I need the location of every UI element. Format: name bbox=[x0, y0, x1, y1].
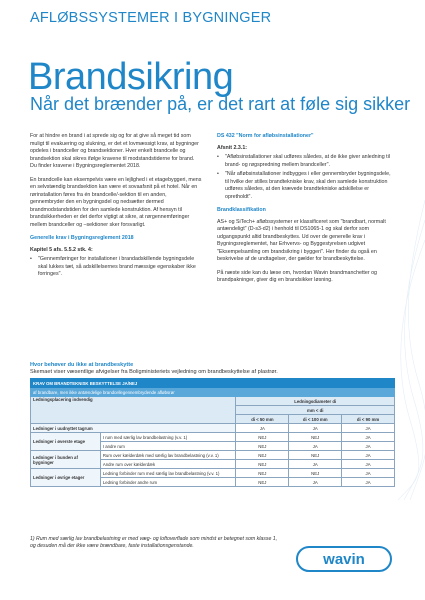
row-desc-cell: Ledning forbinder rum med særlig lav brandbelastning (v.v. 1) bbox=[100, 469, 236, 478]
row-desc-cell: Ledning forbinder andre rum bbox=[100, 478, 236, 487]
row-value-cell: JA bbox=[342, 469, 395, 478]
row-value-cell: NEJ bbox=[289, 469, 342, 478]
right-bullet-1-text: "Afløbsinstallationer skal udføres således, at de ikke giver anledning til brand- og røgspredning mellem brandceller". bbox=[225, 154, 390, 168]
row-desc-cell: Andre rum over kælderdæk bbox=[100, 460, 236, 469]
table-row bbox=[31, 424, 395, 433]
col-diam-sub-cell: mm < di bbox=[236, 406, 395, 415]
right-heading-2: Brandklassifikation bbox=[217, 207, 266, 213]
row-desc-cell: Rum over kælderdæk med særlig lav brandbelastning (v.v. 1) bbox=[100, 451, 236, 460]
bullet-icon: • bbox=[30, 256, 32, 262]
right-para-1: AS+ og SiTech+ afløbssystemer er klassificeret som "brandbart, normalt antændeligt" (D-s3-d2) i henhold til DS1065-1 og skal derfor som udgangspunkt altid brandbeskyttes. Ud over de generelle krav i Bygningsreglementet, har Erhvervs- og Byggestyrelsen udgivet "Eksempelsamling om brandsikring i byggeri". Her finder du også en beskrivelse af de undtagelser, der gælder for brandbeskyttelse. bbox=[217, 218, 386, 262]
row-group-cell: Ledninger i øverste etage bbox=[31, 433, 101, 451]
row-value-cell: JA bbox=[342, 433, 395, 442]
sub-col-3: di < 90 mm bbox=[342, 415, 395, 424]
band-title-cell: KRAV OM BRANDTEKNISK BESKYTTELSE JA/NEJ bbox=[31, 379, 395, 388]
row-value-cell: NEJ bbox=[236, 469, 289, 478]
sub-col-2: di < 100 mm bbox=[289, 415, 342, 424]
row-value-cell: JA bbox=[342, 451, 395, 460]
page-subtitle: Når det brænder på, er det rart at føle sig sikker bbox=[30, 94, 411, 114]
col-diam-cell: Ledningsdiameter di bbox=[236, 397, 395, 406]
table-intro: Skemaet viser væsentlige afvigelser fra Boligministeriets vejledning om brandbeskyttelse af plastrør. bbox=[30, 369, 278, 375]
row-value-cell: JA bbox=[289, 424, 342, 433]
right-para-2: På næste side kan du læse om, hvordan Wavin brandmanchetter og brandpakninger, giver dig en brandsikker løsning. bbox=[217, 269, 377, 283]
fire-protection-table bbox=[30, 378, 395, 487]
row-value-cell: NEJ bbox=[236, 442, 289, 451]
page-kicker: AFLØBSSYSTEMER I BYGNINGER bbox=[30, 10, 272, 26]
row-value-cell: JA bbox=[289, 442, 342, 451]
row-desc-cell: I rum med særlig lav brandbelastning (v.v. 1) bbox=[100, 433, 236, 442]
table-header-row bbox=[31, 397, 395, 406]
row-desc-cell: I andre rum bbox=[100, 442, 236, 451]
row-group-cell: Ledninger i øvrige etager bbox=[31, 469, 101, 487]
row-value-cell: NEJ bbox=[289, 451, 342, 460]
row-value-cell: NEJ bbox=[289, 433, 342, 442]
table-row bbox=[31, 451, 395, 460]
row-group-cell: Ledninger i uudnyttet tagrum bbox=[31, 424, 236, 433]
table-band-subtitle bbox=[31, 388, 395, 397]
sub-col-1: di < 50 mm bbox=[236, 415, 289, 424]
footnote-line-1: 1) Rum med særlig lav brandbelastning er med væg- og loftoverflade som mindst er betegnet som klasse 1, bbox=[30, 536, 278, 542]
table-row bbox=[31, 433, 395, 442]
right-bullet-2 bbox=[217, 171, 395, 201]
row-value-cell: NEJ bbox=[236, 451, 289, 460]
left-bullet bbox=[30, 256, 202, 279]
bullet-icon: • bbox=[217, 154, 219, 160]
left-subheading: Kapitel 5 afs. 5.5.2 stk. 4: bbox=[30, 246, 93, 253]
row-value-cell: JA bbox=[289, 460, 342, 469]
table-section bbox=[30, 362, 395, 487]
bullet-icon: • bbox=[217, 171, 219, 177]
row-value-cell: NEJ bbox=[236, 433, 289, 442]
row-value-cell: JA bbox=[236, 424, 289, 433]
table-row bbox=[31, 469, 395, 478]
col-label-cell: Ledningsplacering indvendig bbox=[31, 397, 236, 424]
left-bullet-text: "Gennemføringer for installationer i brandadskillende bygningsdele skal lukkes tæt, så adskillelsernes brand mæssige egenskaber ikke forringes". bbox=[38, 256, 196, 277]
table-band-title bbox=[31, 379, 395, 388]
table-heading: Hvor behøver du ikke at brandbeskytte bbox=[30, 362, 134, 368]
row-value-cell: JA bbox=[289, 478, 342, 487]
right-heading: DS 432 "Norm for afløbsinstallationer" bbox=[217, 133, 314, 139]
wavin-logo bbox=[296, 546, 392, 572]
left-para-2: En brandcelle kan eksempelvis være en lejlighed i et etagebyggeri, mens en selvstændig brandsektion kan være et sovaafsnit på et hotel. Når en rørinstallation føres fra én brandcelle/-sektion til en anden, gennembryder den en bygningsdel og nedsætter dermed brandmodstandstiden for den samlede konstruktion. Af hensyn til brandsikkerheden er det derfor vigtigt at sikre, at rørgennemføringer mellem brandceller og –sektioner sker forsvarligt. bbox=[30, 176, 202, 228]
right-bullet-1 bbox=[217, 154, 395, 169]
row-value-cell: NEJ bbox=[236, 460, 289, 469]
row-value-cell: JA bbox=[342, 442, 395, 451]
row-value-cell: JA bbox=[342, 424, 395, 433]
row-group-cell: Ledninger i bunden af bygninger bbox=[31, 451, 101, 469]
right-bullet-2-text: "Når afløbsinstallationer indbygges i eller gennembryder bygningsdele, til hvilke der stilles brandtekniske krav, skal den samlede konstruktion udføres således, at den krævede brandtekniske adskillelse er opretholdt". bbox=[225, 171, 391, 200]
logo-text: wavin bbox=[323, 551, 365, 568]
left-column bbox=[30, 133, 202, 281]
band-subtitle-cell: af brandbare, men ikke antændelige brandcellegennembrydende afløbsrør bbox=[31, 388, 395, 397]
footnote-line-2: og desuden må der ikke være brændbare, faste installationsgenstande. bbox=[30, 543, 194, 549]
page-title: Brandsikring bbox=[28, 56, 234, 98]
decorative-lines bbox=[370, 200, 425, 500]
right-subheading: Afsnit 2.3.1: bbox=[217, 144, 248, 151]
left-heading: Generelle krav i Bygningsreglement 2018 bbox=[30, 235, 134, 241]
row-value-cell: JA bbox=[342, 478, 395, 487]
row-value-cell: NEJ bbox=[236, 478, 289, 487]
row-value-cell: JA bbox=[342, 460, 395, 469]
right-column bbox=[217, 133, 395, 291]
left-para-1: For at hindre en brand i at sprede sig og for at give så meget tid som muligt til evakuering og slukning, er det et lovmæssigt krav, at bygninger opdeles i brandceller og brandsektioner. Hver enkelt brandcelle og brandsektion skal sikres ifølge kravene til modstandstiderne for brand. Du finder kravene i Bygningsreglementet 2018. bbox=[30, 133, 199, 169]
